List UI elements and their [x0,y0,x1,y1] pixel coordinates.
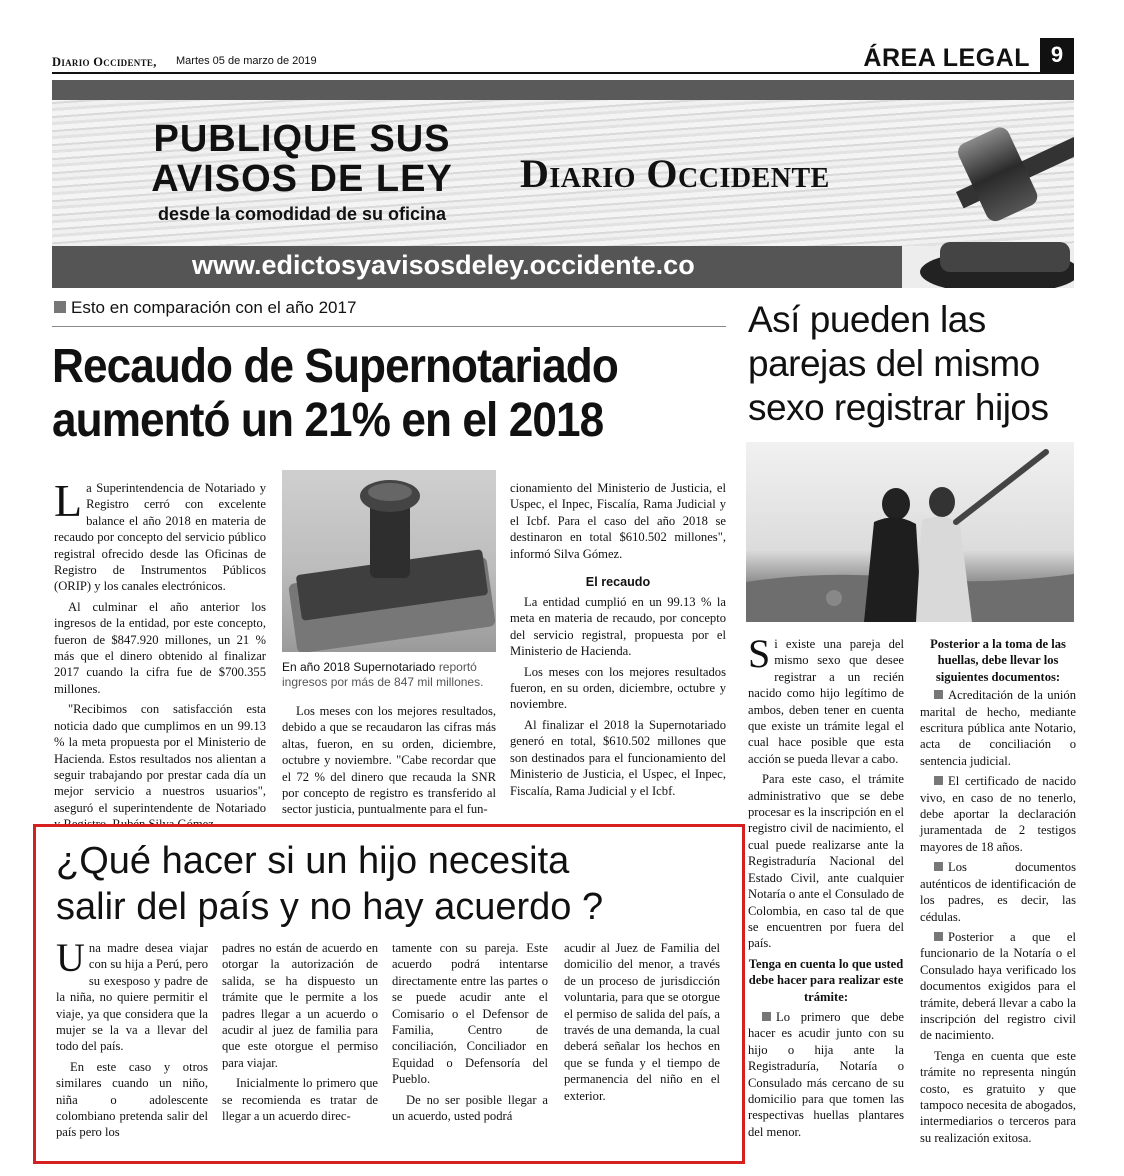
article1-para [54,475,266,595]
article3-title-line1: Así pueden las [748,299,986,340]
article2-col3-p1: tamente con su pareja. Este acuerdo podrá intentarse directamente entre las partes o se puede acudir ante el Comisario o el Defensor de Familia, Centro de conciliación, Conciliador en Equidad o Defensoría del Pueblo. [392,941,548,1087]
dropcap: S [748,631,771,676]
dropcap: U [56,935,85,980]
bullet-square-icon [934,690,943,699]
article3-col1 [748,631,904,1144]
article3-closing: Tenga en cuenta que este trámite no representa ningún costo, es gratuito y que tampoco necesita de abogados, intermediarios o terceros para su realización exitosa. [920,1048,1076,1145]
article2-col1-p2: En este caso y otros similares cuando un niño, niña o adolescente colombiano pretenda salir del país pero los [56,1059,208,1140]
kicker-text: Esto en comparación con el año 2017 [71,298,357,317]
newspaper-name: Diario Occidente, [52,55,157,69]
article2-col2-p1: padres no están de acuerdo en otorgar la autorización de salida, se ha dispuesto un trámite que le permite a los padres llegar a un acuerdo o acudir al juez de familia para que este otorgue el permiso para viajar. [222,941,378,1070]
article2-title [56,838,736,930]
article1-col3-p3: Al finalizar el 2018 la Supernotariado generó en total, $610.502 millones que son destinados para el funcionamiento del Ministerio de Justicia, el Uspec, el Inpec, Fiscalía, Rama Judicial y el Icbf. [510,717,726,798]
article1-col3-p1: La entidad cumplió en un 99.13 % la meta en materia de recaudo, por concepto del servicio registral, propuesta por el Ministerio de Hacienda. [510,595,726,659]
article3-col1-p1: i existe una pareja del mismo sexo que desee registrar a un recién nacido como hijo legítimo de ambos, deben tener en cuenta que existe un trámite legal el cual hace posible que esta acción se pueda llevar a cabo. [748,637,904,766]
article3-title-line3: sexo registrar hijos [748,387,1049,428]
article1-col1-p2: Al culminar el año anterior los ingresos de la entidad, por este concepto, fueron de $847.920 millones, un 21 % más que el dinero obtenido al finalizar 2017 cuando la cifra fue de $700.355 millones. [54,599,266,696]
stamp-photo [282,470,496,652]
article1-col3 [510,480,726,803]
article2-col2-p2: Inicialmente lo primero que se recomienda es tratar de llegar a un acuerdo direc- [222,1076,378,1124]
article1-subhead: El recaudo [585,575,651,590]
banner-line-2: AVISOS DE LEY [151,158,453,200]
banner-line-1: PUBLIQUE SUS [153,118,451,160]
couple-photo [746,442,1074,622]
article1-col3-p0: cionamiento del Ministerio de Justicia, el Uspec, el Inpec, Fiscalía, Rama Judicial y el Icbf. Para el caso del año 2018 se destinaron en total $610.502 millones", informó Silva Gómez. [510,481,726,561]
gavel-icon [900,102,1074,288]
article1-title-line2: aumentó un 21% en el 2018 [52,394,604,447]
article3-title-line2: parejas del mismo [748,343,1040,384]
dropcap: L [54,475,83,526]
article1-kicker [54,298,356,318]
article3-col1-p2: Para este caso, el trámite administrativo que se debe procesar es la inscripción en el registro civil de nacimiento, el cual puede realizarse ante la Registraduría Nacional del Estado Civil, ante cualquier Notaría o ante el Consulado de Colombia, en caso tal de que se encuentren por fuera del país. [748,772,904,951]
article3-subhead2: Posterior a la toma de las huellas, debe llevar los siguientes documentos: [930,637,1066,684]
ad-banner[interactable] [52,80,1074,288]
bullet-square-icon [934,862,943,871]
stamp-icon [282,470,496,652]
kicker-square-icon [54,301,66,313]
bullet-text: Acreditación de la unión marital de hecho, mediante escritura pública ante Notario, acta de conciliación o sentencia judicial. [920,688,1076,768]
banner-url-link[interactable]: www.edictosyavisosdeley.occidente.co [192,250,695,280]
kicker-rule [52,326,726,327]
article1-title [52,340,687,448]
article2-col4 [564,940,720,1108]
article2-col3-p2: De no ser posible llegar a un acuerdo, usted podrá [392,1092,548,1124]
banner-logo: Diario Occidente [520,151,830,196]
article2-col1 [56,935,208,1145]
header-rule [52,72,1074,74]
bullet-square-icon [762,1012,771,1021]
bullet-text: El certificado de nacido vivo, en caso de no tenerlo, debe aportar la declaración juramentada de 2 testigos mayores de 18 años. [920,774,1076,854]
article2-col4-p1: acudir al Juez de Familia del domicilio del menor, a través de un proceso de jurisdicción voluntaria, para que se otorgue el permiso de salida del país, a través de una demanda, la cual deberá señalar los hechos en que se funda y el tiempo de permanencia del niño en el exterior. [564,941,720,1103]
article3-bullet-1 [920,687,1076,769]
photo-caption [282,660,498,690]
bullet-square-icon [934,776,943,785]
article1-title-line1: Recaudo de Supernotariado [52,340,618,393]
article3-title [748,298,1078,430]
article2-title-line2: salir del país y no hay acuerdo ? [56,886,604,928]
article3-col2 [920,636,1076,1150]
article1-col3-p2: Los meses con los mejores resultados fueron, en su orden, diciembre, octubre y noviembre. [510,664,726,712]
article2-title-line1: ¿Qué hacer si un hijo necesita [56,840,570,882]
bullet-text: Los documentos auténticos de identificación de los padres, es decir, las cédulas. [920,860,1076,924]
section-title: ÁREA LEGAL [863,44,1030,72]
article3-bullet-3 [920,859,1076,925]
bullet-text: Posterior a que el funcionario de la Notaría o el Consulado haya verificado los documentos exigidos para el trámite, deberá llevar a cabo la inscripción del registro civil de nacimiento. [920,929,1076,1043]
article1-col2 [282,703,496,822]
caption-lead: En año 2018 Supernotariado [282,660,436,674]
article3-col1b-text: Lo primero que debe hacer es acudir junto con su hijo o hija ante la Registraduría, Notaría o Consulado más cercano de su domicilio para que tomen las respectivas huellas plantares del menor. [748,1009,904,1139]
article2-col2 [222,940,378,1128]
article2-para [56,935,208,1055]
article3-col1-p3 [748,1009,904,1140]
page-header [52,42,1074,74]
article1-col2-p1: Los meses con los mejores resultados, debido a que se recaudaron las cifras más altas, fueron, en su orden, diciembre, octubre y noviembre. "Cabe recordar que el 72 % del dinero que recauda la SNR por concepto de registro es transferido al sector justicia, puntualmente para el fun- [282,704,496,817]
bullet-square-icon [934,932,943,941]
article1-col1 [54,475,266,837]
banner-top-strip [52,80,1074,100]
article3-para [748,631,904,767]
article1-col1-p1: a Superintendencia de Notariado y Registro cerró con excelente balance el año 2018 en materia de recaudo por concepto del servicio público registral ofrecido desde las Oficinas de Registro de Instrumentos Públicos (ORIP) y los canales electrónicos. [54,481,266,594]
article2-col1-p1: na madre desea viajar con su hija a Perú, pero su exesposo y padre de la niña, no quiere permitir el viaje, ya que considera que la mujer se la va a llevar del todo del país. [56,941,208,1054]
page-number: 9 [1040,38,1074,72]
article1-col1-p3: "Recibimos con satisfacción esta noticia dado que cumplimos en un 99.13 % la meta propuesta por el Ministerio de Hacienda. Estos resultados nos alientan a seguir trabajando por prestar cada día un mejor servicio a nuestros usuarios", aseguró el superintendente de Notariado [54,702,266,815]
article3-bullet-4 [920,929,1076,1044]
header-date: Martes 05 de marzo de 2019 [176,55,317,67]
article3-bullet-2 [920,773,1076,855]
banner-line-3: desde la comodidad de su oficina [157,204,447,224]
article3-subhead1: Tenga en cuenta lo que usted debe hacer para realizar este trámite: [748,956,904,1004]
couple-silhouette-icon [746,442,1074,622]
caption-rest: reportó ingresos por más de 847 mil millones. [282,660,484,689]
article2-col3 [392,940,548,1128]
